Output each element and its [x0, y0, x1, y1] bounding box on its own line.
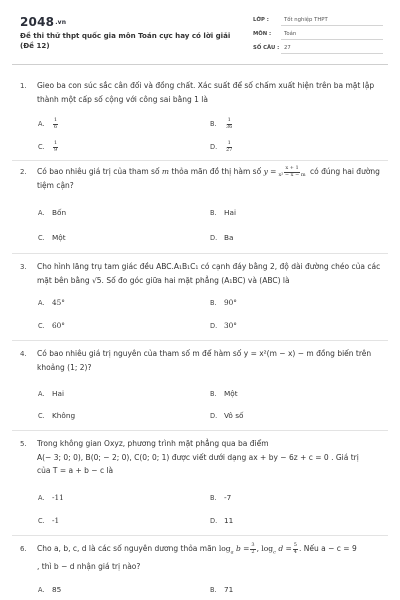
- option-label: A.: [38, 494, 45, 502]
- numerator: 1: [54, 140, 58, 146]
- q6-log2-eq: d =: [278, 544, 292, 553]
- q5-option-a[interactable]: [38, 493, 64, 502]
- option-label: A.: [38, 209, 45, 217]
- fraction: [53, 118, 58, 130]
- q6-fraction-2: [293, 543, 298, 555]
- question-4-number: 4.: [20, 350, 27, 358]
- numerator: 1: [227, 117, 231, 123]
- meta-count-key: SỐ CÂU :: [253, 45, 280, 51]
- question-3-number: 3.: [20, 263, 27, 271]
- option-label: D.: [210, 143, 218, 151]
- meta-class: [253, 15, 383, 29]
- fraction: [225, 118, 233, 130]
- q2-text-part: thỏa mãn đồ thị hàm số: [171, 167, 262, 176]
- q2-func-lhs: y =: [263, 167, 277, 176]
- q2-text-part: Có bao nhiêu giá trị của tham số: [37, 167, 160, 176]
- option-text: 30°: [224, 321, 237, 330]
- q6-text-part: Cho a, b, c, d là các số nguyên dương thỏa mãn: [37, 544, 217, 553]
- meta-class-value: Tốt nghiệp THPT: [284, 17, 328, 23]
- option-label: C.: [38, 143, 45, 151]
- option-text: Không: [52, 411, 76, 420]
- option-text: Một: [224, 389, 238, 398]
- option-text: Vô số: [224, 411, 244, 420]
- q2-option-a[interactable]: [38, 208, 66, 217]
- meta-underline: [281, 39, 383, 40]
- denominator: 6: [54, 123, 58, 130]
- option-label: B.: [210, 120, 217, 128]
- numerator: x + 1: [285, 165, 299, 171]
- q6-option-b[interactable]: [210, 585, 233, 594]
- question-1-text: Gieo ba con súc sắc cân đối và đồng chất. Xác suất để số chấm xuất hiện trên ba mặt lập thành một cấp số cộng với công sai bằng 1 là: [37, 81, 375, 104]
- option-text: -1: [52, 516, 60, 525]
- option-text: Bốn: [52, 208, 67, 217]
- question-divider: [12, 535, 388, 536]
- q5-option-b[interactable]: [210, 493, 231, 502]
- q2-option-d[interactable]: [210, 233, 233, 242]
- meta-subject: [253, 29, 383, 43]
- header-divider: [12, 64, 388, 65]
- meta-count: [253, 43, 383, 57]
- option-label: C.: [38, 517, 45, 525]
- denominator: 27: [226, 146, 233, 153]
- option-label: B.: [210, 390, 217, 398]
- logo-text: 2048: [20, 15, 55, 29]
- question-divider: [12, 253, 388, 254]
- option-text: Một: [52, 233, 66, 242]
- numerator: 1: [54, 117, 58, 123]
- question-4-text: Có bao nhiêu giá trị nguyên của tham số m để hàm số y = x²(m − x) − m đồng biến trên khoảng (1; 2)?: [37, 349, 372, 372]
- numerator: 5: [293, 542, 297, 548]
- q6-text-part: , thì b − d nhận giá trị nào?: [37, 562, 141, 571]
- denominator: 36: [226, 123, 233, 130]
- q6-log1-eq: b =: [235, 544, 250, 553]
- q4-option-a[interactable]: [38, 389, 64, 398]
- denominator: 2: [251, 548, 255, 555]
- q3-option-c[interactable]: [38, 321, 65, 330]
- q6-log1-base: a: [230, 549, 234, 556]
- q6-text-part: . Nếu a − c = 9: [298, 544, 357, 553]
- q2-option-b[interactable]: [210, 208, 236, 217]
- option-label: D.: [210, 322, 218, 330]
- option-text: 90°: [224, 298, 237, 307]
- option-text: Hai: [224, 208, 236, 217]
- option-text: 11: [224, 516, 234, 525]
- option-label: B.: [210, 299, 217, 307]
- option-text: Ba: [224, 233, 234, 242]
- question-2-number: 2.: [20, 168, 27, 176]
- option-text: Hai: [52, 389, 64, 398]
- option-label: B.: [210, 494, 217, 502]
- q5-option-c[interactable]: [38, 516, 59, 525]
- logo-suffix: .vn: [55, 19, 67, 26]
- meta-underline: [281, 25, 383, 26]
- q1-option-c[interactable]: [38, 141, 59, 153]
- exam-title: Đề thi thử thpt quốc gia môn Toán cực hay có lời giải (Đề 12): [20, 31, 231, 50]
- question-5-number: 5.: [20, 440, 27, 448]
- q6-log2-base: c: [273, 549, 276, 556]
- option-text: 45°: [52, 298, 65, 307]
- meta-underline: [281, 53, 383, 54]
- option-label: D.: [210, 234, 218, 242]
- q2-variable: m: [161, 167, 170, 176]
- question-divider: [12, 430, 388, 431]
- site-logo[interactable]: [20, 15, 66, 29]
- option-label: A.: [38, 299, 45, 307]
- question-2-text: [37, 165, 382, 192]
- q1-option-d[interactable]: [210, 141, 234, 153]
- option-label: D.: [210, 517, 218, 525]
- q2-function-fraction: [277, 166, 306, 178]
- option-label: D.: [210, 412, 218, 420]
- option-label: A.: [38, 586, 45, 594]
- option-label: C.: [38, 322, 45, 330]
- q5-line: của T = a + b − c là: [37, 466, 114, 475]
- meta-subject-key: MÔN :: [253, 31, 272, 37]
- fraction: [53, 141, 58, 153]
- option-label: B.: [210, 209, 217, 217]
- question-6-number: 6.: [20, 545, 27, 553]
- option-label: A.: [38, 120, 45, 128]
- meta-class-key: LỚP :: [253, 17, 269, 23]
- option-label: A.: [38, 390, 45, 398]
- q2-option-c[interactable]: [38, 233, 66, 242]
- q6-fraction-1: [250, 543, 255, 555]
- option-text: 85: [52, 585, 62, 594]
- question-6-text: Cho a, b, c, d là các số nguyên dương thỏa mãn $\log_a b$ = $\frac{3}{2}$ , $\log_c d$ = $\frac{5}{4}$ . Nếu a − c = 9 , thì b − d nhận giá trị nào?: [37, 542, 357, 571]
- q4-option-d[interactable]: [210, 411, 243, 420]
- option-label: B.: [210, 586, 217, 594]
- option-text: -11: [52, 493, 64, 502]
- meta-count-value: 27: [284, 45, 291, 51]
- numerator: 3: [251, 542, 255, 548]
- q6-log1: log: [218, 544, 231, 553]
- q1-option-a[interactable]: [38, 118, 59, 130]
- q3-option-a[interactable]: [38, 298, 65, 307]
- question-5-text: [37, 437, 382, 478]
- q5-line: A(− 3; 0; 0), B(0; − 2; 0), C(0; 0; 1) được viết dưới dạng ax + by − 6z + c = 0 . Giá trị: [37, 452, 359, 462]
- question-3-text: Cho hình lăng trụ tam giác đều ABC.A₁B₁C₁ có cạnh đáy bằng 2, độ dài đường chéo của các mặt bên bằng √5. Số đo góc giữa hai mặt phẳng (A₁BC) và (ABC) là: [37, 262, 381, 285]
- option-text: 60°: [52, 321, 65, 330]
- question-divider: [12, 340, 388, 341]
- meta-subject-value: Toán: [284, 31, 297, 37]
- fraction: [225, 141, 233, 153]
- question-1-number: 1.: [20, 82, 27, 90]
- q6-log2: log: [261, 544, 274, 553]
- q1-option-b[interactable]: [210, 118, 234, 130]
- option-text: -7: [224, 493, 232, 502]
- question-divider: [12, 160, 388, 161]
- q4-option-c[interactable]: [38, 411, 75, 420]
- q4-option-b[interactable]: [210, 389, 238, 398]
- denominator: x² − x − m: [278, 171, 306, 178]
- q5-line: Trong không gian Oxyz, phương trình mặt phẳng qua ba điểm: [37, 439, 269, 448]
- option-label: C.: [38, 234, 45, 242]
- option-text: 71: [224, 585, 234, 594]
- q2-text-part: có đúng hai đường tiệm cận?: [37, 167, 380, 190]
- q3-option-d[interactable]: [210, 321, 237, 330]
- q5-option-d[interactable]: [210, 516, 233, 525]
- q6-option-a[interactable]: [38, 585, 61, 594]
- q3-option-b[interactable]: [210, 298, 237, 307]
- numerator: 1: [227, 140, 231, 146]
- denominator: 4: [293, 548, 297, 555]
- option-label: C.: [38, 412, 45, 420]
- denominator: 9: [54, 146, 58, 153]
